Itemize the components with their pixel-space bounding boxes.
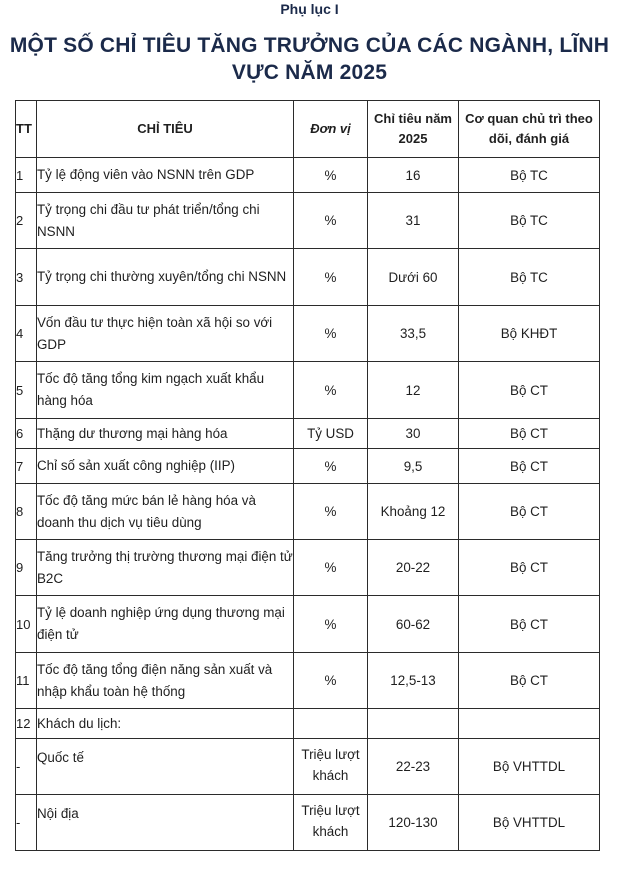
table-row	[16, 653, 600, 709]
table-row	[16, 540, 600, 596]
table-header-row	[16, 101, 600, 158]
cell-indicator: Thặng dư thương mại hàng hóa	[37, 419, 294, 449]
cell-agency: Bộ CT	[459, 540, 600, 596]
document-title: MỘT SỐ CHỈ TIÊU TĂNG TRƯỞNG CỦA CÁC NGÀNH, LĨNH VỰC NĂM 2025	[9, 34, 610, 84]
cell-unit: %	[294, 540, 368, 596]
cell-agency: Bộ TC	[459, 193, 600, 249]
table-row	[16, 449, 600, 484]
cell-agency: Bộ CT	[459, 419, 600, 449]
cell-agency: Bộ CT	[459, 449, 600, 484]
cell-tt: 11	[16, 653, 37, 709]
cell-indicator: Nội địa	[37, 795, 294, 851]
cell-tt: 10	[16, 596, 37, 653]
cell-tt: 7	[16, 449, 37, 484]
cell-agency: Bộ CT	[459, 596, 600, 653]
cell-indicator: Tỷ trọng chi thường xuyên/tổng chi NSNN	[37, 249, 294, 306]
table-row	[16, 596, 600, 653]
cell-target: 12	[368, 362, 459, 419]
cell-unit	[294, 709, 368, 739]
cell-indicator: Khách du lịch:	[37, 709, 294, 739]
cell-target: 12,5-13	[368, 653, 459, 709]
cell-indicator: Tăng trưởng thị trường thương mại điện tử B2C	[37, 540, 294, 596]
cell-unit: Triệu lượt khách	[294, 795, 368, 851]
cell-agency: Bộ TC	[459, 158, 600, 193]
cell-target: 9,5	[368, 449, 459, 484]
cell-indicator: Quốc tế	[37, 739, 294, 795]
cell-target: 16	[368, 158, 459, 193]
table-row	[16, 709, 600, 739]
table-row	[16, 249, 600, 306]
cell-agency: Bộ VHTTDL	[459, 795, 600, 851]
cell-unit: %	[294, 249, 368, 306]
column-header-target-2025: Chỉ tiêu năm 2025	[368, 101, 459, 158]
cell-tt: 12	[16, 709, 37, 739]
cell-unit: %	[294, 158, 368, 193]
cell-target: Khoảng 12	[368, 484, 459, 540]
cell-indicator: Vốn đầu tư thực hiện toàn xã hội so với GDP	[37, 306, 294, 362]
cell-tt: 3	[16, 249, 37, 306]
table-row	[16, 158, 600, 193]
cell-tt: 9	[16, 540, 37, 596]
cell-unit: Triệu lượt khách	[294, 739, 368, 795]
cell-agency: Bộ CT	[459, 484, 600, 540]
column-header-unit: Đơn vị	[294, 101, 368, 158]
cell-unit: %	[294, 596, 368, 653]
cell-unit: %	[294, 653, 368, 709]
cell-tt: -	[16, 739, 37, 795]
cell-agency: Bộ CT	[459, 362, 600, 419]
cell-tt: 8	[16, 484, 37, 540]
cell-unit: %	[294, 306, 368, 362]
cell-indicator: Tỷ trọng chi đầu tư phát triển/tổng chi NSNN	[37, 193, 294, 249]
cell-target: Dưới 60	[368, 249, 459, 306]
cell-unit: %	[294, 449, 368, 484]
column-header-tt: TT	[16, 101, 37, 158]
cell-target: 33,5	[368, 306, 459, 362]
cell-unit: %	[294, 193, 368, 249]
table-row	[16, 362, 600, 419]
cell-target: 22-23	[368, 739, 459, 795]
indicators-table	[15, 100, 600, 851]
cell-tt: 5	[16, 362, 37, 419]
cell-target: 120-130	[368, 795, 459, 851]
cell-agency: Bộ CT	[459, 653, 600, 709]
cell-tt: 6	[16, 419, 37, 449]
cell-indicator: Tỷ lệ doanh nghiệp ứng dụng thương mại điện tử	[37, 596, 294, 653]
column-header-indicator: CHỈ TIÊU	[37, 101, 294, 158]
cell-indicator: Tốc độ tăng tổng điện năng sản xuất và nhập khẩu toàn hệ thống	[37, 653, 294, 709]
table-row	[16, 419, 600, 449]
cell-tt: -	[16, 795, 37, 851]
appendix-label: Phụ lục I	[280, 1, 339, 17]
table-body	[16, 158, 600, 851]
cell-target: 30	[368, 419, 459, 449]
cell-unit: Tỷ USD	[294, 419, 368, 449]
table-row	[16, 484, 600, 540]
table-row	[16, 739, 600, 795]
cell-agency: Bộ VHTTDL	[459, 739, 600, 795]
cell-indicator: Tỷ lệ động viên vào NSNN trên GDP	[37, 158, 294, 193]
column-header-agency: Cơ quan chủ trì theo dõi, đánh giá	[459, 101, 600, 158]
table-row	[16, 306, 600, 362]
cell-unit: %	[294, 484, 368, 540]
cell-target: 60-62	[368, 596, 459, 653]
cell-indicator: Tốc độ tăng tổng kim ngạch xuất khẩu hàng hóa	[37, 362, 294, 419]
cell-tt: 1	[16, 158, 37, 193]
cell-indicator: Chỉ số sản xuất công nghiệp (IIP)	[37, 449, 294, 484]
cell-target: 31	[368, 193, 459, 249]
cell-agency: Bộ KHĐT	[459, 306, 600, 362]
cell-agency	[459, 709, 600, 739]
cell-tt: 2	[16, 193, 37, 249]
cell-indicator: Tốc độ tăng mức bán lẻ hàng hóa và doanh thu dịch vụ tiêu dùng	[37, 484, 294, 540]
cell-target	[368, 709, 459, 739]
table-row	[16, 193, 600, 249]
cell-tt: 4	[16, 306, 37, 362]
cell-target: 20-22	[368, 540, 459, 596]
cell-agency: Bộ TC	[459, 249, 600, 306]
cell-unit: %	[294, 362, 368, 419]
table-row	[16, 795, 600, 851]
